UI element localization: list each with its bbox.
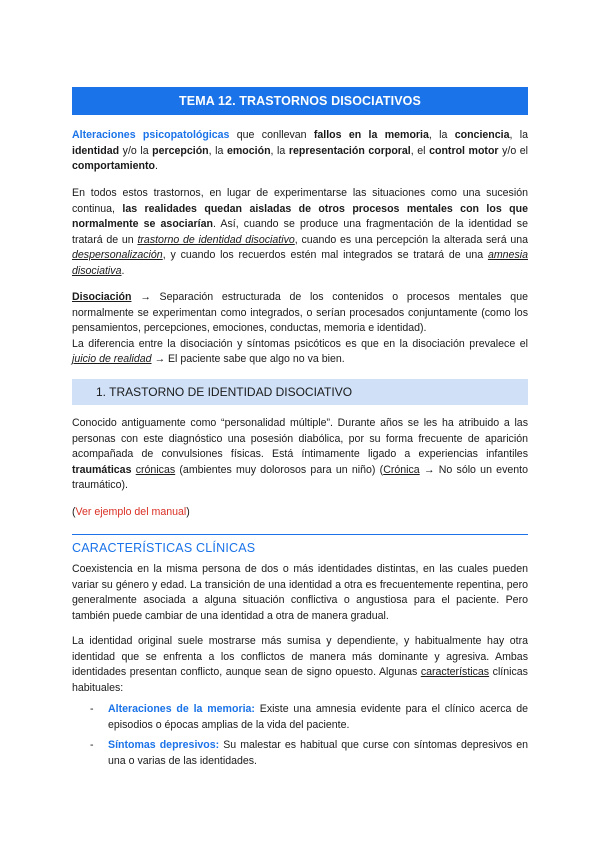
bullet-item: Alteraciones de la memoria: Existe una amnesia evidente para el clínico acerca de episodios o épocas amplias de la vida del paciente. [108,703,528,731]
bullet-marker: - [90,739,94,751]
bullet-item: Síntomas depresivos: Su malestar es habitual que curse con síntomas depresivos en una o varias de las identidades. [108,739,529,767]
bullet-marker: - [90,703,94,715]
disociacion-term: Disociación [72,291,132,303]
term-despersonalizacion: despersonalización [72,249,163,262]
clinical-paragraph-2: La identidad original suele mostrarse más sumisa y dependiente, y habitualmente hay otra identidad que se enfrenta a los conflictos de manera más dominante y agresiva. Ambas identidades presentan conflicto, aunque sean de signo opuesto. Algunas características clínicas habituales: [72,635,528,694]
term-amnesia: amnesia disociativa [72,249,528,277]
intro-paragraph: Alteraciones psicopatológicas que conllevan fallos en la memoria, la conciencia, la identidad y/o la percepción, la emoción, la representación corporal, el control motor y/o el comportamiento. [72,129,529,173]
clinical-paragraph-1: Coexistencia en la misma persona de dos o más identidades distintas, en las cuales pueden variar su género y edad. La transición de una identidad a otra es frecuentemente repentina, pero generalmente asociada a alguna situación conflictiva o angustiosa para el paciente. Pero también puede cambiar de una identidad a otra de manera gradual. [72,563,528,622]
manual-note-text: Ver ejemplo del manual [75,506,187,518]
section-heading-bar [72,379,528,405]
chapter-title-bar [72,87,528,115]
divider-line [72,534,528,535]
intro-term: Alteraciones psicopatológicas [72,129,230,141]
subsection-heading: CARACTERÍSTICAS CLÍNICAS [72,541,256,555]
manual-note: (Ver ejemplo del manual) [72,506,190,518]
overview-paragraph: En todos estos trastornos, en lugar de experimentarse las situaciones como una sucesión continua, las realidades quedan aisladas de otros procesos mentales con los que normalmente se asociarían. Así, cuando se produce una fragmentación de la identidad se tratará de un trastorno de identidad disociativo, cuando es una percepción la alterada será una despersonalización, y cuando los recuerdos estén mal integrados se tratará de una amnesia disociativa. [72,187,529,277]
term-tid: trastorno de identidad disociativo [137,233,295,246]
section-heading: 1. TRASTORNO DE IDENTIDAD DISOCIATIVO [96,385,353,399]
term-juicio: juicio de realidad [72,353,152,366]
disociacion-paragraph: Disociación → Separación estructurada de los contenidos o procesos mentales que normalmente se experimentan como integrados, o serían procesados conjuntamente (como los pensamientos, percepciones, emociones, conductas, memoria e identidad). La diferencia entre la disociación y síntomas psicóticos es que en la disociación prevalece el juicio de realidad → El paciente sabe que algo no va bien. [72,291,528,366]
chapter-title: TEMA 12. TRASTORNOS DISOCIATIVOS [179,94,421,108]
tid-description-paragraph: Conocido antiguamente como “personalidad múltiple”. Durante años se les ha atribuido a las personas con este diagnóstico una posesión diabólica, por su forma frecuente de aparición acompañada de convulsiones físicas. Está íntimamente ligado a experiencias infantiles traumáticas crónicas (ambientes muy dolorosos para un niño) (Crónica → No sólo un evento traumático). [72,417,528,492]
